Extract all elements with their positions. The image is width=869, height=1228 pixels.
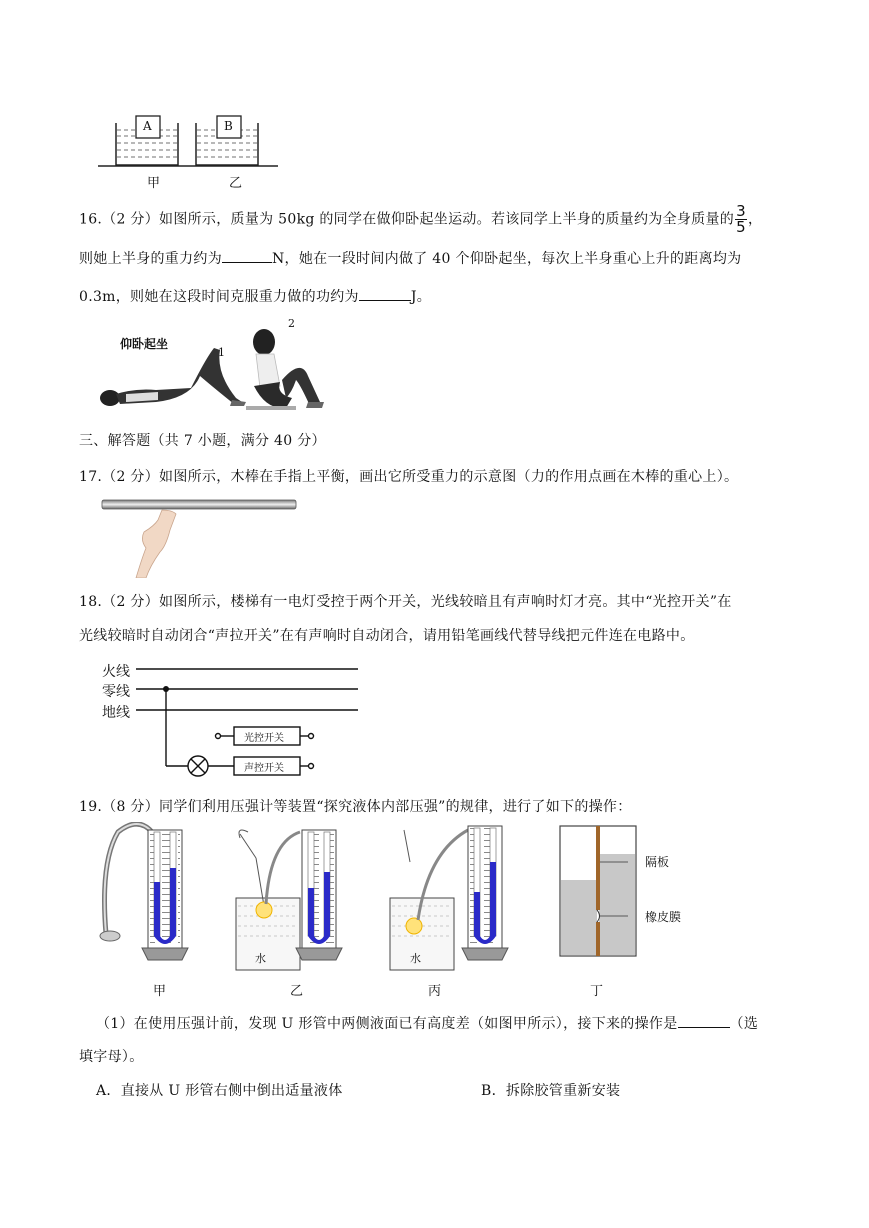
q16-line2 [79,248,741,268]
q19-sub1-line1 [96,1013,758,1033]
fraction-denominator: 5 [736,218,746,236]
q16-text-c: 则她上半身的重力约为 [79,251,222,267]
wire-ground-label: 地线 [102,705,130,721]
answer-blank-gravity[interactable] [222,248,272,263]
q18-line2: 光线较暗时自动闭合“声拉开关”在有声响时自动闭合，请用铅笔画线代替导线把元件连在电路中。 [79,628,695,644]
fig15-caption-yi: 乙 [229,176,243,191]
q18-line1: 18.（2 分）如图所示，楼梯有一电灯受控于两个开关，光线较暗且有声响时灯才亮。其中“光控开关”在 [79,594,732,610]
block-b-label: B [224,119,233,133]
q16-text-a: 16.（2 分）如图所示，质量为 50kg 的同学在做仰卧起坐运动。若该同学上半身的质量约为全身质量的 [79,211,735,228]
q19-option-a: A．直接从 U 形管右侧中倒出适量液体 [96,1083,343,1099]
q16-text-e: 0.3m，则她在这段时间克服重力做的功约为 [79,289,359,305]
wire-neutral-label: 零线 [102,684,130,700]
situp-fig-number-1: 1 [218,346,225,359]
q19-line1: 19.（8 分）同学们利用压强计等装置“探究液体内部压强”的规律，进行了如下的操作： [79,799,632,815]
section3-title: 三、解答题（共 7 小题，满分 40 分） [79,433,326,449]
circuit-diagram [100,660,370,780]
situp-figure [96,318,326,418]
water-label-yi: 水 [255,952,266,965]
situp-fig-title: 仰卧起坐 [120,337,169,351]
stick-on-finger-figure [100,496,300,578]
partition-label: 隔板 [645,855,670,869]
q16-text-b: ， [747,211,763,228]
q17-text: 17.（2 分）如图所示，木棒在手指上平衡，画出它所受重力的示意图（力的作用点画在木棒的重心上）。 [79,469,739,485]
q19-sub1-text-a: （1）在使用压强计前，发现 U 形管中两侧液面已有高度差（如图甲所示），接下来的操作是 [96,1016,678,1032]
water-label-bing: 水 [410,952,421,965]
block-a-label: A [143,119,152,133]
q19-fig-caption-yi: 乙 [290,984,304,999]
rubber-membrane-label: 橡皮膜 [645,910,682,924]
wire-fire-label: 火线 [102,664,130,680]
fraction-3-5 [735,204,747,235]
q16-line1 [79,204,762,235]
q16-text-f: J。 [410,289,432,305]
q19-option-b: B．拆除胶管重新安装 [481,1083,621,1099]
pressure-gauge-figures [98,822,698,1000]
fig15-diagram [96,108,286,190]
fraction-numerator: 3 [736,202,746,220]
sound-switch-label: 声控开关 [244,763,284,774]
light-switch-label: 光控开关 [244,733,284,744]
situp-fig-number-2: 2 [288,317,295,330]
q19-fig-caption-bing: 丙 [428,984,442,999]
q19-sub1-text-b: （选 [729,1016,759,1032]
q19-sub1-line2: 填字母）。 [79,1049,144,1065]
q16-text-d: N，她在一段时间内做了 40 个仰卧起坐，每次上半身重心上升的距离均为 [272,251,742,267]
fig15-caption-jia: 甲 [147,176,161,191]
q19-fig-caption-jia: 甲 [153,984,167,999]
answer-blank-operation[interactable] [678,1013,730,1028]
q16-line3 [79,286,431,306]
q19-fig-caption-ding: 丁 [590,984,604,999]
answer-blank-work[interactable] [359,286,411,301]
